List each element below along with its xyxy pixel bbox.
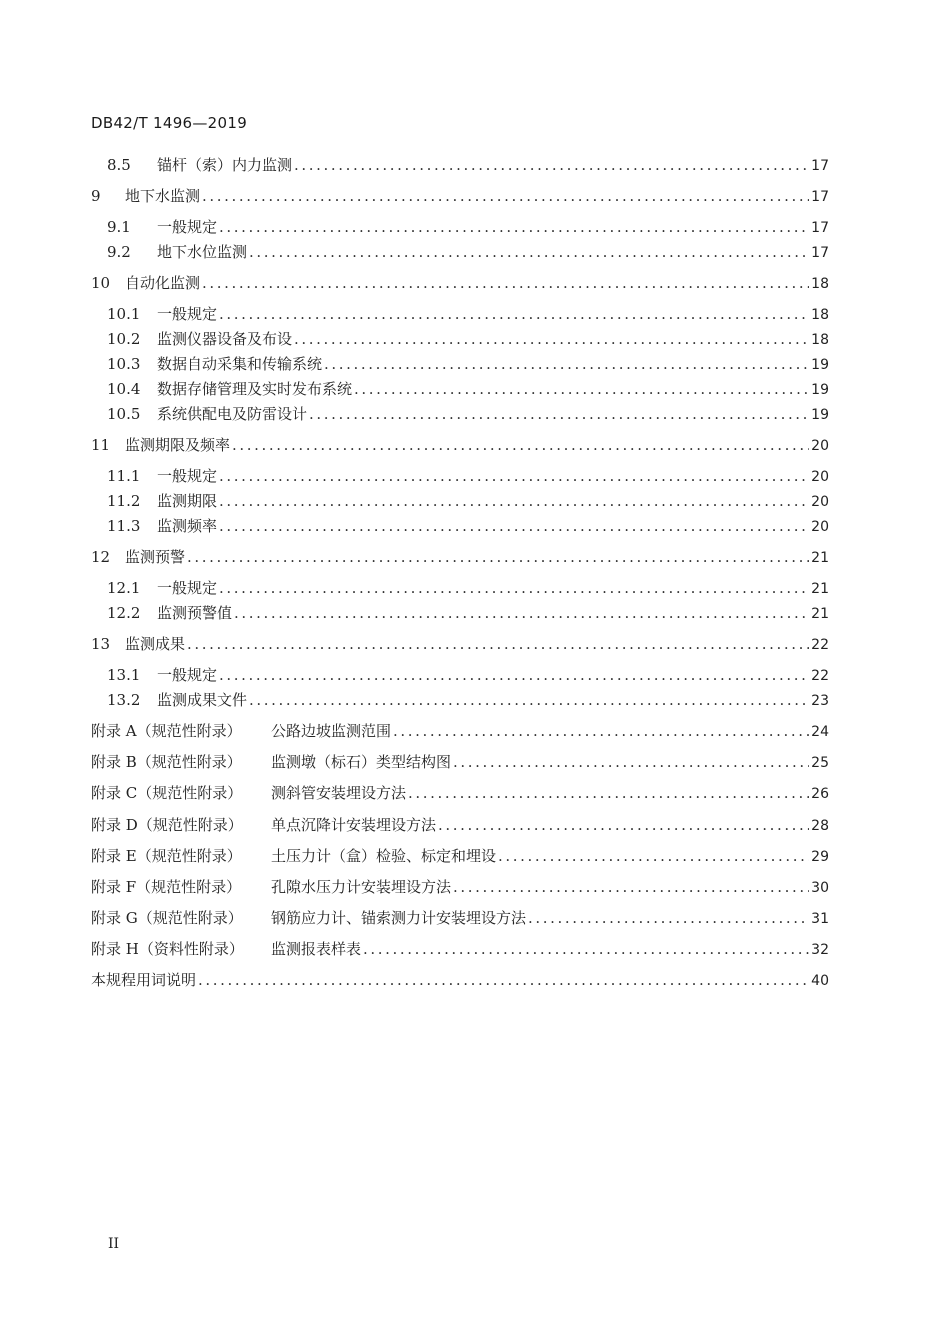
- toc-leader-dots: [453, 752, 809, 772]
- toc-entry-page: 30: [811, 880, 829, 896]
- toc-entry-number: 10.3: [107, 355, 141, 373]
- toc-entry[interactable]: [107, 516, 829, 536]
- toc-entry-number: 9: [91, 187, 101, 205]
- toc-entry[interactable]: [91, 815, 829, 835]
- toc-entry-title: 一般规定: [157, 467, 218, 485]
- toc-entry-page: 29: [811, 849, 829, 865]
- toc-entry-title: 监测成果文件: [157, 691, 248, 709]
- toc-entry[interactable]: [91, 634, 829, 654]
- toc-entry-page: 17: [811, 220, 829, 236]
- toc-entry-title: 数据存储管理及实时发布系统: [157, 380, 353, 398]
- toc-entry[interactable]: [107, 379, 829, 399]
- toc-entry-number: 9.1: [107, 218, 131, 236]
- toc-leader-dots: [202, 186, 809, 206]
- toc-entry[interactable]: [91, 877, 829, 897]
- toc-leader-dots: [232, 435, 809, 455]
- toc-entry-number: 11.3: [107, 517, 141, 535]
- toc-leader-dots: [354, 379, 809, 399]
- toc-entry-title: 钢筋应力计、锚索测力计安装埋设方法: [271, 909, 527, 927]
- toc-leader-dots: [219, 578, 809, 598]
- toc-entry[interactable]: [107, 690, 829, 710]
- toc-leader-dots: [528, 908, 809, 928]
- toc-entry-number: 10.1: [107, 305, 141, 323]
- toc-leader-dots: [249, 690, 809, 710]
- toc-entry-title: 监测成果: [125, 635, 186, 653]
- toc-entry-number: 附录 C（规范性附录）: [91, 784, 243, 802]
- document-id: DB42/T 1496—2019: [91, 114, 248, 132]
- toc-leader-dots: [202, 273, 809, 293]
- toc-entry-number: 9.2: [107, 243, 131, 261]
- toc-leader-dots: [393, 721, 809, 741]
- toc-entry-page: 20: [811, 519, 829, 535]
- toc-entry-title: 监测仪器设备及布设: [157, 330, 293, 348]
- toc-entry-page: 25: [811, 755, 829, 771]
- toc-entry[interactable]: [91, 939, 829, 959]
- toc-entry-title: 一般规定: [157, 305, 218, 323]
- toc-entry-number: 10.5: [107, 405, 141, 423]
- toc-entry[interactable]: [91, 273, 829, 293]
- toc-leader-dots: [498, 846, 809, 866]
- toc-entry[interactable]: [91, 186, 829, 206]
- toc-entry-number: 13.1: [107, 666, 141, 684]
- toc-leader-dots: [187, 547, 809, 567]
- toc-entry-page: 32: [811, 942, 829, 958]
- toc-entry-page: 17: [811, 158, 829, 174]
- toc-entry-number: 附录 G（规范性附录）: [91, 909, 243, 927]
- toc-entry-title: 监测期限及频率: [125, 436, 231, 454]
- toc-leader-dots: [187, 634, 809, 654]
- toc-entry-title: 监测报表样表: [271, 940, 362, 958]
- toc-entry[interactable]: [107, 466, 829, 486]
- toc-entry-page: 28: [811, 818, 829, 834]
- toc-entry[interactable]: [107, 354, 829, 374]
- toc-entry-number: 13.2: [107, 691, 141, 709]
- toc-leader-dots: [219, 466, 809, 486]
- toc-entry-page: 18: [811, 307, 829, 323]
- toc-entry-number: 附录 H（资料性附录）: [91, 940, 244, 958]
- toc-entry-title: 一般规定: [157, 218, 218, 236]
- toc-entry[interactable]: [107, 665, 829, 685]
- toc-entry-page: 21: [811, 581, 829, 597]
- toc-leader-dots: [438, 815, 809, 835]
- toc-entry-number: 12: [91, 548, 111, 566]
- toc-entry-page: 17: [811, 189, 829, 205]
- toc-leader-dots: [219, 304, 809, 324]
- toc-leader-dots: [363, 939, 809, 959]
- toc-entry[interactable]: [107, 304, 829, 324]
- toc-entry-page: 20: [811, 494, 829, 510]
- toc-entry-number: 11.1: [107, 467, 141, 485]
- toc-entry-page: 18: [811, 276, 829, 292]
- toc-entry-page: 19: [811, 382, 829, 398]
- toc-entry-title: 公路边坡监测范围: [271, 722, 392, 740]
- toc-entry-page: 24: [811, 724, 829, 740]
- toc-entry[interactable]: [91, 435, 829, 455]
- toc-entry-number: 附录 D（规范性附录）: [91, 816, 243, 834]
- toc-entry[interactable]: [91, 783, 829, 803]
- toc-entry-title: 监测期限: [157, 492, 218, 510]
- toc-entry-title: 一般规定: [157, 666, 218, 684]
- toc-entry[interactable]: [107, 578, 829, 598]
- page-number: II: [108, 1236, 120, 1252]
- toc-leader-dots: [294, 155, 809, 175]
- toc-entry-page: 26: [811, 786, 829, 802]
- toc-entry-title: 地下水位监测: [157, 243, 248, 261]
- toc-entry-number: 附录 F（规范性附录）: [91, 878, 242, 896]
- toc-leader-dots: [219, 516, 809, 536]
- toc-entry-page: 18: [811, 332, 829, 348]
- toc-entry-page: 22: [811, 668, 829, 684]
- toc-entry-title: 数据自动采集和传输系统: [157, 355, 323, 373]
- toc-leader-dots: [219, 665, 809, 685]
- toc-entry[interactable]: [91, 752, 829, 772]
- toc-entry-number: 10.2: [107, 330, 141, 348]
- toc-entry-page: 21: [811, 550, 829, 566]
- toc-entry-page: 17: [811, 245, 829, 261]
- toc-leader-dots: [219, 491, 809, 511]
- toc-leader-dots: [453, 877, 809, 897]
- toc-entry[interactable]: [91, 846, 829, 866]
- toc-entry-number: 11: [91, 436, 111, 454]
- toc-leader-dots: [198, 970, 809, 990]
- toc-entry[interactable]: [107, 329, 829, 349]
- toc-entry[interactable]: [91, 908, 829, 928]
- toc-entry-page: 20: [811, 469, 829, 485]
- toc-entry-title: 锚杆（索）内力监测: [157, 156, 293, 174]
- toc-entry-page: 31: [811, 911, 829, 927]
- toc-entry-page: 21: [811, 606, 829, 622]
- toc-entry-title: 本规程用词说明: [91, 971, 197, 989]
- toc-entry-title: 孔隙水压力计安装埋设方法: [271, 878, 452, 896]
- toc-entry[interactable]: [91, 721, 829, 741]
- toc-entry-title: 监测墩（标石）类型结构图: [271, 753, 452, 771]
- toc-leader-dots: [249, 242, 809, 262]
- toc-entry[interactable]: [91, 547, 829, 567]
- toc-entry-title: 一般规定: [157, 579, 218, 597]
- toc-entry[interactable]: [107, 217, 829, 237]
- toc-leader-dots: [324, 354, 809, 374]
- toc-entry-number: 10: [91, 274, 111, 292]
- toc-entry-number: 10.4: [107, 380, 141, 398]
- toc-entry-page: 23: [811, 693, 829, 709]
- toc-entry[interactable]: [107, 404, 829, 424]
- toc-entry-title: 测斜管安装埋设方法: [271, 784, 407, 802]
- toc-entry-page: 19: [811, 407, 829, 423]
- toc-leader-dots: [219, 217, 809, 237]
- toc-leader-dots: [408, 783, 809, 803]
- toc-entry-number: 附录 B（规范性附录）: [91, 753, 242, 771]
- toc-entry[interactable]: [107, 155, 829, 175]
- toc-entry-page: 19: [811, 357, 829, 373]
- toc-entry-number: 附录 E（规范性附录）: [91, 847, 242, 865]
- toc-entry-page: 22: [811, 637, 829, 653]
- toc-entry-number: 附录 A（规范性附录）: [91, 722, 242, 740]
- toc-entry-page: 40: [811, 973, 829, 989]
- toc-entry-title: 监测预警值: [157, 604, 233, 622]
- toc-entry-title: 系统供配电及防雷设计: [157, 405, 308, 423]
- toc-entry-title: 自动化监测: [125, 274, 201, 292]
- toc-leader-dots: [294, 329, 809, 349]
- toc-entry[interactable]: [107, 491, 829, 511]
- toc-entry-title: 地下水监测: [125, 187, 201, 205]
- toc-entry-title: 监测频率: [157, 517, 218, 535]
- toc-entry-number: 12.1: [107, 579, 141, 597]
- toc-entry-title: 单点沉降计安装埋设方法: [271, 816, 437, 834]
- toc-entry-number: 11.2: [107, 492, 141, 510]
- toc-entry[interactable]: [91, 970, 829, 990]
- toc-entry-title: 监测预警: [125, 548, 186, 566]
- toc-leader-dots: [234, 603, 809, 623]
- toc-entry-title: 土压力计（盒）检验、标定和埋设: [271, 847, 497, 865]
- toc-entry[interactable]: [107, 603, 829, 623]
- toc-entry-page: 20: [811, 438, 829, 454]
- toc-entry[interactable]: [107, 242, 829, 262]
- toc-leader-dots: [309, 404, 809, 424]
- toc-entry-number: 8.5: [107, 156, 131, 174]
- toc-entry-number: 12.2: [107, 604, 141, 622]
- toc-entry-number: 13: [91, 635, 111, 653]
